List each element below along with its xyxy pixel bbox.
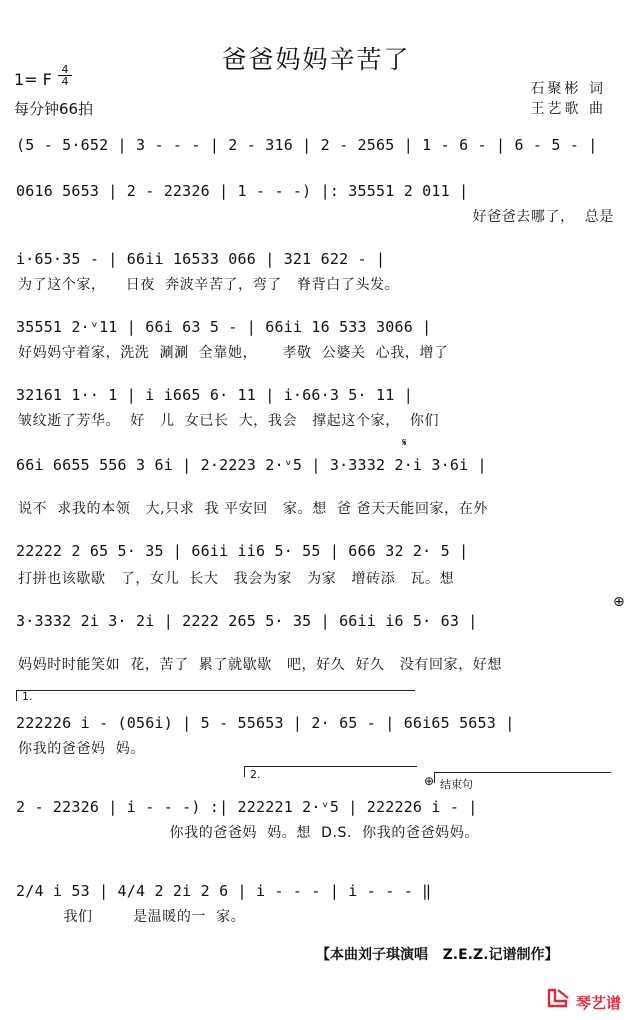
volta-2-bracket	[244, 766, 417, 777]
song-title: 爸爸妈妈辛苦了	[221, 45, 411, 74]
score-row-2-lyrics: 好爸爸去哪了， 总是	[472, 209, 614, 225]
score-row-9-notes: 222226 i - (056i) | 5 - 55653 | 2· 65 - | 66i65 5653 |	[16, 714, 515, 732]
score-row-3-notes: i·65·35 - | 66ii 16533 066 | 321 622 - |	[16, 250, 386, 268]
score-row-5-lyrics: 皱纹逝了芳华。 好 儿 女已长 大，我会 撑起这个家， 你们	[18, 413, 440, 429]
score-row-9-lyrics: 你我的爸爸妈 妈。	[18, 741, 145, 757]
coda-sign-ending: ⊕	[424, 774, 435, 788]
composer-credit: 王艺歌 曲	[530, 101, 606, 117]
score-row-8-notes: 3·3332 2i 3· 2i | 2222 265 5· 35 | 66ii i6 5· 63 |	[16, 612, 478, 630]
time-signature-bar: 4	[58, 75, 72, 87]
time-signature	[58, 64, 72, 87]
volta-1-bracket	[16, 690, 415, 701]
watermark-text: 琴艺谱	[576, 994, 622, 1012]
score-row-11-lyrics: 我们 是温暖的一 家。	[18, 909, 246, 925]
score-row-10-notes: 2 - 22326 | i - - -) :| 222221 2·ᵛ5 | 222226 i - |	[16, 798, 478, 816]
score-row-11-notes: 2/4 i 53 | 4/4 2 2i 2 6 | i - - - | i - - - ‖	[16, 882, 432, 900]
lyricist-credit: 石聚彬 词	[530, 81, 606, 97]
coda-sign: ⊕	[613, 594, 625, 610]
segno-sign: 𝄋	[402, 436, 407, 449]
score-row-6-notes: 66i 6655 556 3 6i | 2·2223 2·ᵛ5 | 3·3332 2·i 3·6i |	[16, 456, 487, 474]
volta-1-label: 1.	[22, 690, 33, 703]
watermark-icon	[546, 986, 572, 1010]
tempo-marking: 每分钟66拍	[14, 100, 94, 118]
score-row-7-lyrics: 打拼也该歇歇 了，女儿 长大 我会为家 为家 增砖添 瓦。想	[18, 571, 455, 587]
score-row-3-lyrics: 为了这个家， 日夜 奔波辛苦了，弯了 脊背白了头发。	[18, 277, 400, 293]
score-row-10-lyrics: 你我的爸爸妈 妈。想 D.S. 你我的爸爸妈妈。	[18, 825, 479, 841]
score-row-8-lyrics: 妈妈时时能笑如 花，苦了 累了就歇歇 吧，好久 好久 没有回家，好想	[18, 657, 503, 673]
performer-credit: 【本曲刘子琪演唱 Z.E.Z.记谱制作】	[316, 947, 559, 963]
score-row-2-notes: 0616 5653 | 2 - 22326 | 1 - - -) |: 35551 2 011 |	[16, 182, 469, 200]
score-row-1-notes: (5 - 5·652 | 3 - - - | 2 - 316 | 2 - 2565 | 1 - 6 - | 6 - 5 - |	[16, 136, 598, 154]
score-row-6-lyrics: 说不 求我的本领 大,只求 我 平安回 家。想 爸 爸天天能回家，在外	[18, 501, 488, 517]
score-row-7-notes: 22222 2 65 5· 35 | 66ii ii6 5· 55 | 666 32 2· 5 |	[16, 542, 469, 560]
ending-label: 结束句	[440, 778, 473, 791]
score-row-4-lyrics: 好妈妈守着家，洗洗 涮涮 全靠她， 孝敬 公婆关 心我，增了	[18, 345, 449, 361]
score-row-5-notes: 32161 1·· 1 | i i665 6· 11 | i·66·3 5· 11 |	[16, 386, 413, 404]
time-signature-top: 4	[61, 63, 69, 76]
score-row-4-notes: 35551 2·ᵛ11 | 66i 63 5 - | 66ii 16 533 3066 |	[16, 318, 432, 336]
volta-2-label: 2.	[250, 768, 261, 781]
key-signature: 1= F	[14, 70, 52, 89]
